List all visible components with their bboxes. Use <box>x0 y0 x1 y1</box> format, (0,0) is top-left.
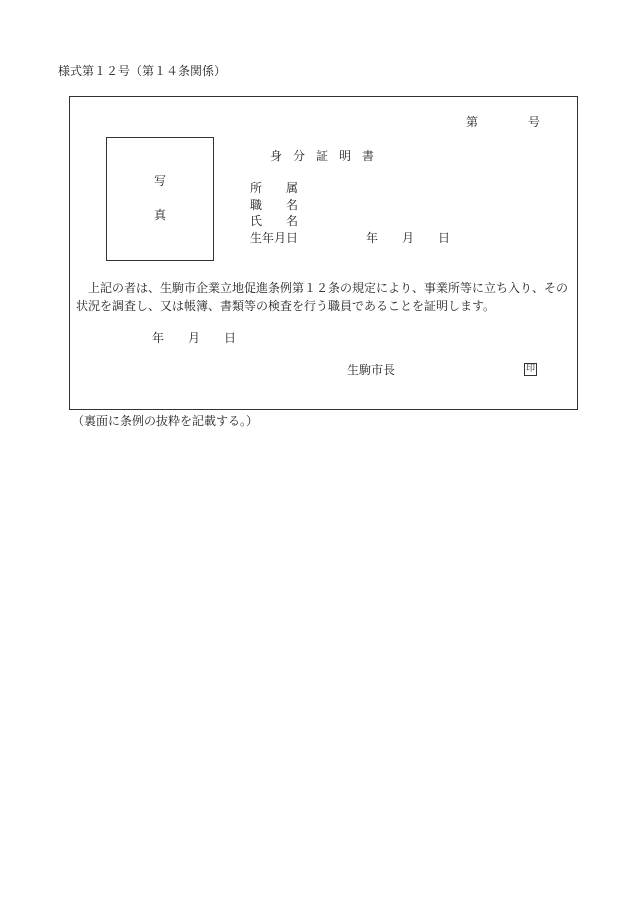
birthdate-day: 日 <box>438 231 451 245</box>
number-prefix: 第 <box>466 115 479 129</box>
number-suffix: 号 <box>528 115 541 129</box>
form-number-label: 様式第１２号（第１４条関係） <box>58 64 227 78</box>
issue-day: 日 <box>224 331 237 345</box>
certificate-title: 身分証明書 <box>270 149 386 163</box>
birthdate-month: 月 <box>402 231 415 245</box>
issue-date <box>152 331 236 345</box>
photo-placeholder <box>106 137 214 261</box>
position-label: 職名 <box>250 198 323 212</box>
birthdate-value <box>366 231 450 245</box>
photo-label-top: 写 <box>153 174 166 188</box>
certificate-number-line <box>466 115 540 129</box>
seal-mark: 印 <box>525 364 535 374</box>
affiliation-label: 所属 <box>250 181 323 195</box>
issue-month: 月 <box>188 331 201 345</box>
photo-label-bottom: 真 <box>153 208 166 222</box>
name-label: 氏名 <box>250 214 323 228</box>
birthdate-label: 生年月日 <box>250 231 299 245</box>
issue-year: 年 <box>152 331 165 345</box>
birthdate-year: 年 <box>366 231 379 245</box>
reverse-side-note: （裏面に条例の抜粋を記載する。） <box>72 414 259 428</box>
certification-statement: 上記の者は、生駒市企業立地促進条例第１２条の規定により、事業所等に立ち入り、その状況を調査し、又は帳簿、書類等の検査を行う職員であることを証明します。 <box>76 281 569 313</box>
issuer-name: 生駒市長 <box>347 363 396 377</box>
